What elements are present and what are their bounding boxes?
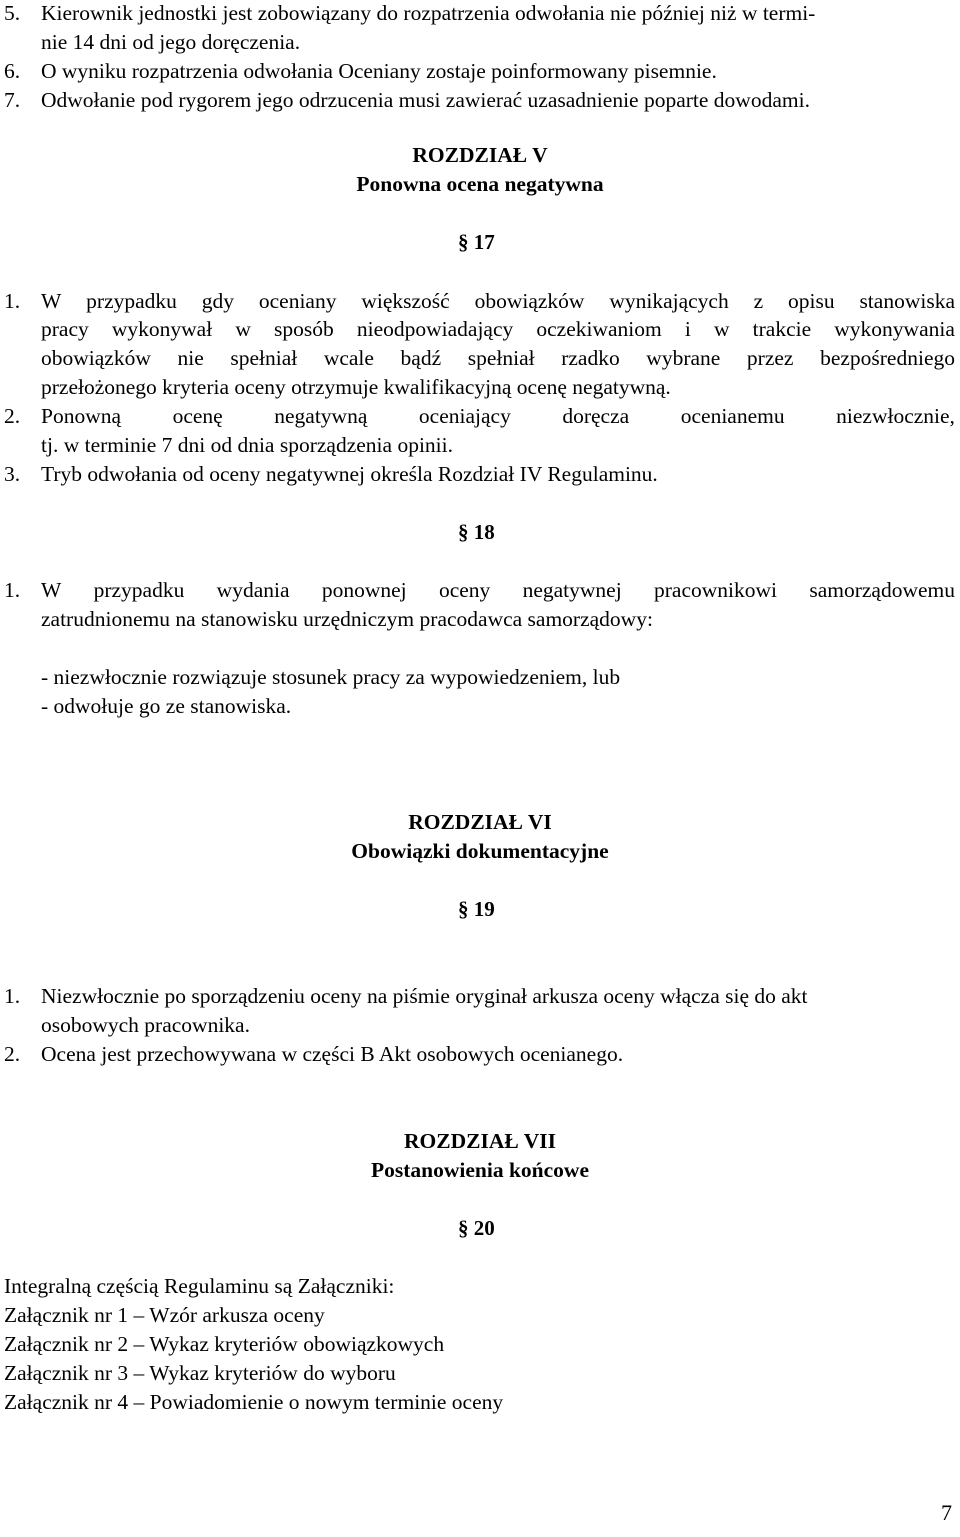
word: obowiązków xyxy=(474,289,585,313)
word: spełniał xyxy=(467,346,535,370)
word: gdy xyxy=(201,289,235,313)
word: nie xyxy=(177,346,204,370)
item-number: 1. xyxy=(4,289,21,313)
item-number: 1. xyxy=(4,984,21,1008)
chapter-subtitle: Obowiązki dokumentacyjne xyxy=(351,839,609,863)
word: wykonywał xyxy=(111,317,213,341)
word: z xyxy=(753,289,764,313)
word: bezpośredniego xyxy=(820,346,955,370)
item-text-line xyxy=(41,345,955,371)
word: trakcie xyxy=(752,317,812,341)
annex-item: Załącznik nr 4 – Powiadomienie o nowym terminie oceny xyxy=(4,1390,504,1414)
bullet-line: - odwołuje go ze stanowiska. xyxy=(41,694,292,718)
word: ocenę xyxy=(172,404,223,428)
word: oceniany xyxy=(258,289,337,313)
word: samorządowemu xyxy=(809,578,955,602)
word: wybrane xyxy=(646,346,721,370)
section-sign-18: § 18 xyxy=(458,520,495,544)
word: stanowiska xyxy=(859,289,955,313)
word: oczekiwaniom xyxy=(536,317,662,341)
annex-item: Załącznik nr 2 – Wykaz kryteriów obowiązkowych xyxy=(4,1332,445,1356)
item-text-line: O wyniku rozpatrzenia odwołania Oceniany zostaje poinformowany pisemnie. xyxy=(41,59,717,83)
word: oceny xyxy=(438,578,491,602)
word: W xyxy=(41,289,62,313)
item-text-line: tj. w terminie 7 dni od dnia sporządzenia opinii. xyxy=(41,433,453,457)
word: Ponowną xyxy=(41,404,122,428)
word: przypadku xyxy=(93,578,185,602)
word: pracownikowi xyxy=(654,578,778,602)
word: w xyxy=(714,317,730,341)
word: wykonywania xyxy=(834,317,955,341)
item-text-line: przełożonego kryteria oceny otrzymuje kwalifikacyjną ocenę negatywną. xyxy=(41,375,671,399)
item-number: 7. xyxy=(4,88,21,112)
item-text-line: Odwołanie pod rygorem jego odrzucenia musi zawierać uzasadnienie poparte dowodami. xyxy=(41,88,810,112)
annex-item: Załącznik nr 1 – Wzór arkusza oceny xyxy=(4,1303,325,1327)
word: ponownej xyxy=(321,578,407,602)
chapter-heading: ROZDZIAŁ VI xyxy=(408,810,552,834)
page-number: 7 xyxy=(941,1500,952,1525)
word: sposób xyxy=(273,317,334,341)
item-number: 5. xyxy=(4,1,21,25)
bullet-line: - niezwłocznie rozwiązuje stosunek pracy za wypowiedzeniem, lub xyxy=(41,665,621,689)
item-number: 1. xyxy=(4,578,21,602)
item-text-line: nie 14 dni od jego doręczenia. xyxy=(41,30,301,54)
item-text-line xyxy=(41,288,955,314)
word: przypadku xyxy=(86,289,177,313)
chapter-heading: ROZDZIAŁ V xyxy=(412,143,548,167)
word: niezwłocznie, xyxy=(836,404,955,428)
item-text-line xyxy=(41,316,955,342)
item-number: 6. xyxy=(4,59,21,83)
chapter-subtitle: Ponowna ocena negatywna xyxy=(356,172,604,196)
item-text-line: Tryb odwołania od oceny negatywnej określa Rozdział IV Regulaminu. xyxy=(41,462,658,486)
word: i xyxy=(684,317,691,341)
word: opisu xyxy=(787,289,835,313)
word: wydania xyxy=(216,578,290,602)
section-sign-17: § 17 xyxy=(458,230,495,254)
annex-item: Załącznik nr 3 – Wykaz kryteriów do wyboru xyxy=(4,1361,396,1385)
chapter-heading: ROZDZIAŁ VII xyxy=(404,1129,556,1153)
item-text-line: Ocena jest przechowywana w części B Akt osobowych ocenianego. xyxy=(41,1042,624,1066)
word: negatywną xyxy=(274,404,368,428)
item-number: 2. xyxy=(4,1042,21,1066)
item-text-line xyxy=(41,577,955,603)
item-text-line: Kierownik jednostki jest zobowiązany do rozpatrzenia odwołania nie później niż w termi- xyxy=(41,1,816,25)
section-sign-19: § 19 xyxy=(458,897,495,921)
item-text-line: Niezwłocznie po sporządzeniu oceny na piśmie oryginał arkusza oceny włącza się do akt xyxy=(41,984,808,1008)
word: większość xyxy=(361,289,450,313)
item-number: 3. xyxy=(4,462,21,486)
chapter-subtitle: Postanowienia końcowe xyxy=(371,1158,589,1182)
word: bądź xyxy=(400,346,442,370)
word: obowiązków xyxy=(41,346,151,370)
annex-intro: Integralną częścią Regulaminu są Załączniki: xyxy=(4,1274,395,1298)
word: rzadko xyxy=(561,346,620,370)
word: wynikających xyxy=(609,289,729,313)
word: wcale xyxy=(323,346,374,370)
word: oceniający xyxy=(418,404,511,428)
word: pracy xyxy=(41,317,89,341)
word: ocenianemu xyxy=(680,404,785,428)
item-text-line xyxy=(41,403,955,429)
item-text-line: osobowych pracownika. xyxy=(41,1013,250,1037)
word: W xyxy=(41,578,62,602)
word: negatywnej xyxy=(522,578,622,602)
word: nieodpowiadający xyxy=(356,317,514,341)
word: spełniał xyxy=(230,346,298,370)
word: doręcza xyxy=(562,404,630,428)
section-sign-20: § 20 xyxy=(458,1216,495,1240)
word: w xyxy=(235,317,251,341)
item-number: 2. xyxy=(4,404,21,428)
item-text-line: zatrudnionemu na stanowisku urzędniczym pracodawca samorządowy: xyxy=(41,607,653,631)
word: przez xyxy=(746,346,794,370)
